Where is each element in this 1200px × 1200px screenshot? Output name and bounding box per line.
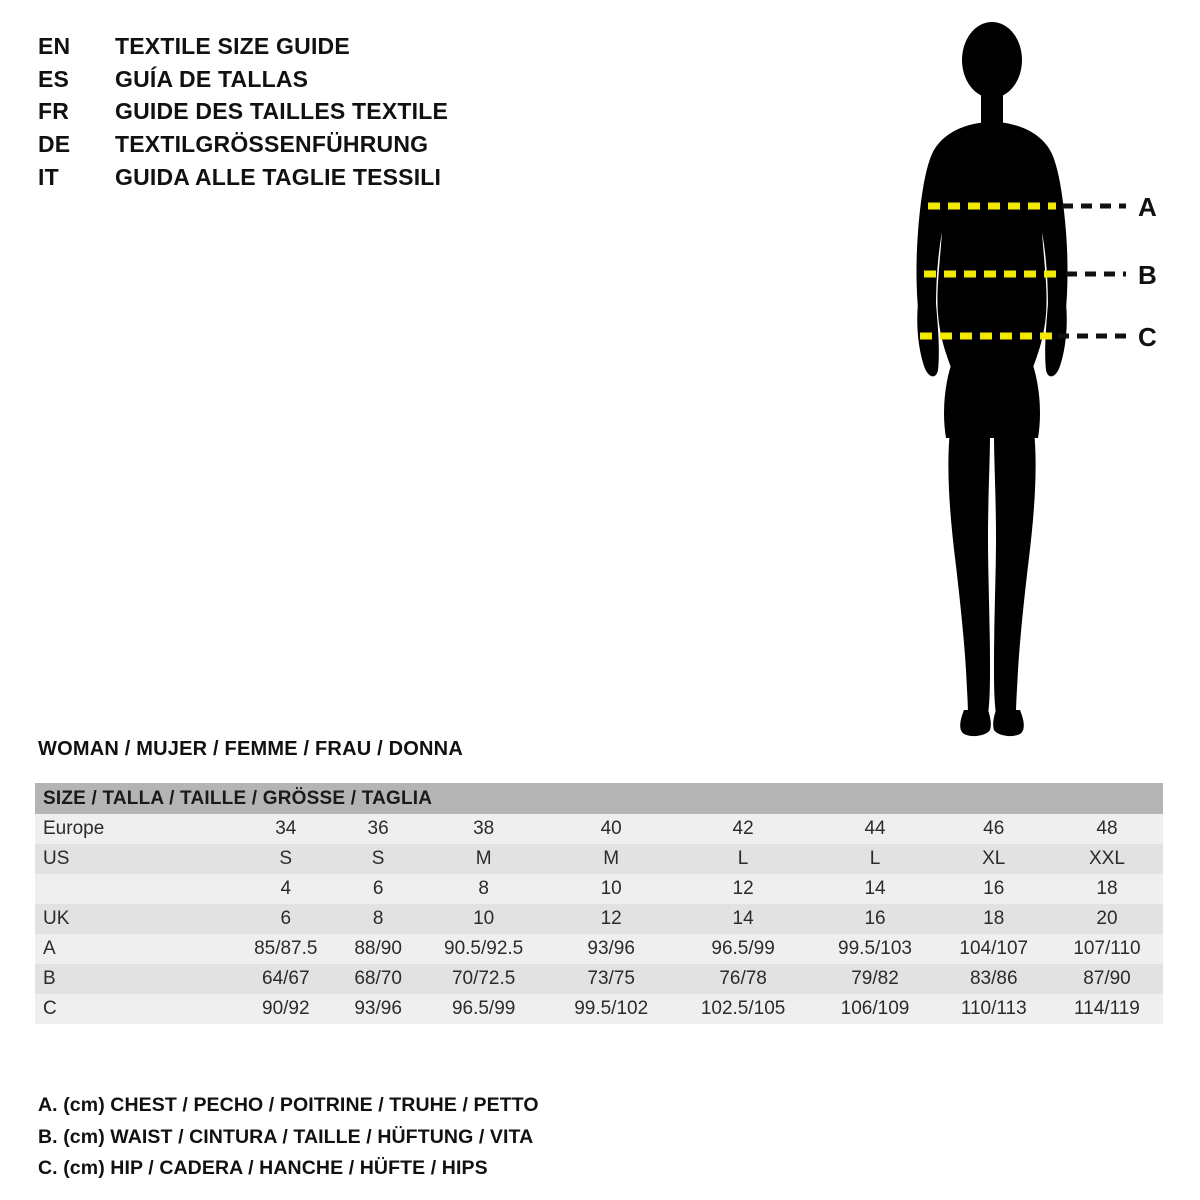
title-text-it: GUIDA ALLE TAGLIE TESSILI — [115, 163, 442, 190]
table-row — [35, 964, 1163, 994]
cell-b-0: 64/67 — [233, 964, 339, 994]
cell-uk-5: 16 — [813, 904, 936, 934]
cell-b-6: 83/86 — [937, 964, 1051, 994]
table-row — [35, 994, 1163, 1024]
marker-label-b: B — [1138, 260, 1157, 290]
table-row — [35, 934, 1163, 964]
footnote-b: B. (cm) WAIST / CINTURA / TAILLE / HÜFTUNG / VITA — [38, 1125, 534, 1148]
cell-usnum-1: 6 — [339, 874, 418, 904]
cell-c-5: 106/109 — [813, 994, 936, 1024]
cell-b-5: 79/82 — [813, 964, 936, 994]
cell-uk-1: 8 — [339, 904, 418, 934]
cell-europe-4: 42 — [673, 814, 814, 844]
female-silhouette-icon — [880, 18, 1180, 748]
cell-a-3: 93/96 — [550, 934, 673, 964]
row-label-uk: UK — [35, 904, 233, 934]
footnotes — [38, 1090, 539, 1185]
cell-b-7: 87/90 — [1051, 964, 1163, 994]
title-lang-de: DE — [38, 130, 71, 157]
cell-europe-7: 48 — [1051, 814, 1163, 844]
cell-b-2: 70/72.5 — [418, 964, 550, 994]
cell-us-0: S — [233, 844, 339, 874]
marker-label-a: A — [1138, 192, 1157, 222]
cell-europe-2: 38 — [418, 814, 550, 844]
cell-usnum-3: 10 — [550, 874, 673, 904]
title-row-fr — [38, 95, 558, 128]
cell-a-4: 96.5/99 — [673, 934, 814, 964]
title-row-it — [38, 161, 558, 194]
row-label-us-numeric — [35, 874, 233, 904]
footnote-c: C. (cm) HIP / CADERA / HANCHE / HÜFTE / HIPS — [38, 1157, 488, 1180]
row-label-europe: Europe — [35, 814, 233, 844]
cell-a-6: 104/107 — [937, 934, 1051, 964]
cell-c-4: 102.5/105 — [673, 994, 814, 1024]
cell-c-0: 90/92 — [233, 994, 339, 1024]
cell-usnum-2: 8 — [418, 874, 550, 904]
title-lang-fr: FR — [38, 98, 70, 125]
cell-b-1: 68/70 — [339, 964, 418, 994]
cell-a-2: 90.5/92.5 — [418, 934, 550, 964]
cell-a-0: 85/87.5 — [233, 934, 339, 964]
cell-a-1: 88/90 — [339, 934, 418, 964]
cell-c-6: 110/113 — [937, 994, 1051, 1024]
cell-b-4: 76/78 — [673, 964, 814, 994]
cell-uk-2: 10 — [418, 904, 550, 934]
cell-us-1: S — [339, 844, 418, 874]
cell-europe-6: 46 — [937, 814, 1051, 844]
table-row — [35, 814, 1163, 844]
title-text-fr: GUIDE DES TAILLES TEXTILE — [115, 98, 448, 125]
cell-europe-5: 44 — [813, 814, 936, 844]
title-row-en — [38, 30, 558, 63]
cell-a-5: 99.5/103 — [813, 934, 936, 964]
cell-usnum-4: 12 — [673, 874, 814, 904]
cell-c-7: 114/119 — [1051, 994, 1163, 1024]
cell-us-2: M — [418, 844, 550, 874]
footnote-a: A. (cm) CHEST / PECHO / POITRINE / TRUHE / PETTO — [38, 1094, 539, 1116]
cell-c-3: 99.5/102 — [550, 994, 673, 1024]
row-label-a: A — [35, 934, 233, 964]
cell-usnum-7: 18 — [1051, 874, 1163, 904]
title-block — [38, 30, 558, 193]
table-row — [35, 904, 1163, 934]
title-lang-it: IT — [38, 163, 59, 190]
cell-europe-1: 36 — [339, 814, 418, 844]
title-row-es — [38, 63, 558, 96]
table-header-row — [35, 783, 1163, 814]
cell-europe-0: 34 — [233, 814, 339, 844]
body-measurement-figure — [880, 18, 1180, 748]
cell-usnum-5: 14 — [813, 874, 936, 904]
title-text-en: TEXTILE SIZE GUIDE — [115, 33, 350, 59]
table-header-label: SIZE / TALLA / TAILLE / GRÖSSE / TAGLIA — [35, 783, 1163, 814]
cell-europe-3: 40 — [550, 814, 673, 844]
title-lang-en: EN — [38, 33, 71, 59]
cell-c-1: 93/96 — [339, 994, 418, 1024]
cell-uk-4: 14 — [673, 904, 814, 934]
table-row — [35, 874, 1163, 904]
cell-uk-6: 18 — [937, 904, 1051, 934]
cell-b-3: 73/75 — [550, 964, 673, 994]
cell-uk-0: 6 — [233, 904, 339, 934]
table-row — [35, 844, 1163, 874]
cell-c-2: 96.5/99 — [418, 994, 550, 1024]
title-text-es: GUÍA DE TALLAS — [115, 65, 309, 92]
marker-label-c: C — [1138, 322, 1157, 352]
cell-uk-7: 20 — [1051, 904, 1163, 934]
title-row-de — [38, 128, 558, 161]
cell-us-7: XXL — [1051, 844, 1163, 874]
cell-us-6: XL — [937, 844, 1051, 874]
section-caption: WOMAN / MUJER / FEMME / FRAU / DONNA — [38, 738, 463, 760]
cell-us-3: M — [550, 844, 673, 874]
size-table — [35, 783, 1163, 1024]
cell-a-7: 107/110 — [1051, 934, 1163, 964]
title-lang-es: ES — [38, 65, 70, 92]
cell-uk-3: 12 — [550, 904, 673, 934]
row-label-b: B — [35, 964, 233, 994]
row-label-us: US — [35, 844, 233, 874]
cell-us-4: L — [673, 844, 814, 874]
cell-usnum-6: 16 — [937, 874, 1051, 904]
cell-usnum-0: 4 — [233, 874, 339, 904]
row-label-c: C — [35, 994, 233, 1024]
title-text-de: TEXTILGRÖSSENFÜHRUNG — [115, 130, 429, 157]
cell-us-5: L — [813, 844, 936, 874]
